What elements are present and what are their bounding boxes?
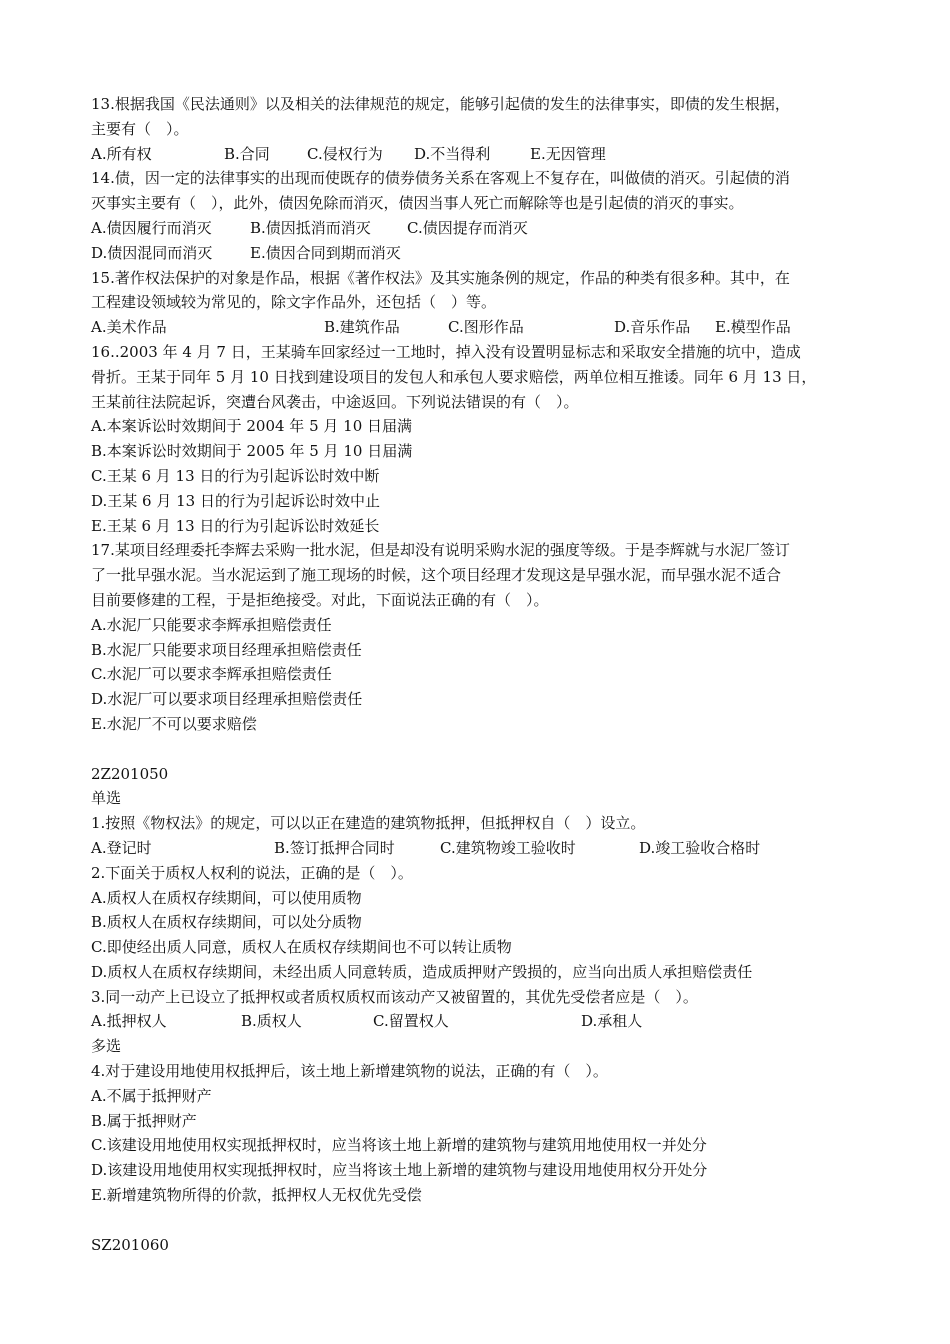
option-b: B.质权人 xyxy=(241,1012,302,1031)
question-16-text-line3: 王某前往法院起诉，突遭台风袭击，中途返回。下列说法错误的有（ ）。 xyxy=(91,392,579,411)
option-c: C.即使经出质人同意，质权人在质权存续期间也不可以转让质物 xyxy=(91,938,512,957)
spacer xyxy=(91,737,861,762)
option-a: A.所有权 xyxy=(91,144,152,163)
option-e: E.水泥厂不可以要求赔偿 xyxy=(91,714,257,733)
section2-question-1-options xyxy=(91,836,861,861)
option-a: A.登记时 xyxy=(91,838,152,857)
option-a: A.本案诉讼时效期间于 2004 年 5 月 10 日届满 xyxy=(91,417,413,436)
option-a: A.债因履行而消灭 xyxy=(91,218,212,237)
option-e: E.债因合同到期而消灭 xyxy=(250,243,401,262)
option-a: A.美术作品 xyxy=(91,318,167,337)
option-d: D.王某 6 月 13 日的行为引起诉讼时效中止 xyxy=(91,491,380,510)
option-e: E.新增建筑物所得的价款，抵押权人无权优先受偿 xyxy=(91,1186,422,1205)
option-d: D.债因混同而消灭 xyxy=(91,243,213,262)
option-a: A.质权人在质权存续期间，可以使用质物 xyxy=(91,888,362,907)
option-e: E.无因管理 xyxy=(530,144,606,163)
question-14-text-line1: 14.债，因一定的法律事实的出现而使既存的债券债务关系在客观上不复存在，叫做债的消灭。引起债的消 xyxy=(91,169,790,188)
option-a: A.不属于抵押财产 xyxy=(91,1086,212,1105)
section2-question-4-text: 4.对于建设用地使用权抵押后，该土地上新增建筑物的说法，正确的有（ ）。 xyxy=(91,1062,608,1081)
question-16-text-line2: 骨折。王某于同年 5 月 10 日找到建设项目的发包人和承包人要求赔偿，两单位相互推诿。同年 6 月 13 日， xyxy=(91,367,817,386)
option-d: D.水泥厂可以要求项目经理承担赔偿责任 xyxy=(91,690,363,709)
question-17-text-line2: 了一批早强水泥。当水泥运到了施工现场的时候，这个项目经理才发现这是早强水泥，而早强水泥不适合 xyxy=(91,566,782,585)
question-13-options xyxy=(91,142,861,167)
option-a: A.抵押权人 xyxy=(91,1012,167,1031)
question-15-text-line2: 工程建设领域较为常见的，除文字作品外，还包括（ ）等。 xyxy=(91,293,497,312)
document-content xyxy=(91,92,861,1257)
option-b: B.合同 xyxy=(224,144,270,163)
section-code: 2Z201050 xyxy=(91,764,169,783)
question-17-text-line1: 17.某项目经理委托李辉去采购一批水泥，但是却没有说明采购水泥的强度等级。于是李辉就与水泥厂签订 xyxy=(91,541,790,560)
option-a: A.水泥厂只能要求李辉承担赔偿责任 xyxy=(91,615,332,634)
single-choice-label: 单选 xyxy=(91,789,122,808)
option-d: D.竣工验收合格时 xyxy=(639,838,761,857)
question-15-text-line1: 15.著作权法保护的对象是作品，根据《著作权法》及其实施条例的规定，作品的种类有很多种。其中，在 xyxy=(91,268,790,287)
section2-question-2-text: 2.下面关于质权人权利的说法，正确的是（ ）。 xyxy=(91,863,413,882)
option-b: B.属于抵押财产 xyxy=(91,1111,197,1130)
option-c: C.留置权人 xyxy=(373,1012,449,1031)
option-c: C.建筑物竣工验收时 xyxy=(440,838,576,857)
question-15-options xyxy=(91,315,861,340)
question-14-options-row2 xyxy=(91,241,861,266)
option-c: C.图形作品 xyxy=(448,318,524,337)
option-c: C.债因提存而消灭 xyxy=(407,218,528,237)
question-17-text-line3: 目前要修建的工程，于是拒绝接受。对此，下面说法正确的有（ ）。 xyxy=(91,590,549,609)
question-13-text-line2: 主要有（ ）。 xyxy=(91,119,189,138)
option-c: C.侵权行为 xyxy=(307,144,383,163)
option-c: C.水泥厂可以要求李辉承担赔偿责任 xyxy=(91,665,332,684)
option-b: B.建筑作品 xyxy=(324,318,400,337)
option-e: E.模型作品 xyxy=(715,318,791,337)
question-13-text-line1: 13.根据我国《民法通则》以及相关的法律规范的规定，能够引起债的发生的法律事实，即债的发生根据， xyxy=(91,95,790,113)
option-b: B.质权人在质权存续期间，可以处分质物 xyxy=(91,913,362,932)
multiple-choice-label: 多选 xyxy=(91,1037,122,1056)
option-b: B.水泥厂只能要求项目经理承担赔偿责任 xyxy=(91,640,362,659)
option-b: B.本案诉讼时效期间于 2005 年 5 月 10 日届满 xyxy=(91,442,413,461)
option-c: C.王某 6 月 13 日的行为引起诉讼时效中断 xyxy=(91,466,380,485)
question-16-text-line1: 16..2003 年 4 月 7 日，王某骑车回家经过一工地时，掉入没有设置明显标志和采取安全措施的坑中，造成 xyxy=(91,342,801,361)
question-14-options-row1 xyxy=(91,216,861,241)
option-d: D.承租人 xyxy=(581,1012,643,1031)
section2-question-3-text: 3.同一动产上已设立了抵押权或者质权质权而该动产又被留置的，其优先受偿者应是（ ）。 xyxy=(91,987,698,1006)
spacer xyxy=(91,1208,861,1233)
section-code: SZ201060 xyxy=(91,1235,169,1254)
option-d: D.音乐作品 xyxy=(614,318,691,337)
section2-question-1-text: 1.按照《物权法》的规定，可以以正在建造的建筑物抵押，但抵押权自（ ）设立。 xyxy=(91,814,646,833)
option-b: B.签订抵押合同时 xyxy=(274,838,395,857)
option-e: E.王某 6 月 13 日的行为引起诉讼时效延长 xyxy=(91,516,380,535)
option-d: D.该建设用地使用权实现抵押权时，应当将该土地上新增的建筑物与建设用地使用权分开处分 xyxy=(91,1161,708,1180)
option-d: D.质权人在质权存续期间，未经出质人同意转质，造成质押财产毁损的，应当向出质人承担赔偿责任 xyxy=(91,962,753,981)
section2-question-3-options xyxy=(91,1009,861,1034)
option-d: D.不当得利 xyxy=(414,144,491,163)
option-c: C.该建设用地使用权实现抵押权时，应当将该土地上新增的建筑物与建筑用地使用权一并处分 xyxy=(91,1136,707,1155)
question-14-text-line2: 灭事实主要有（ ），此外，债因免除而消灭，债因当事人死亡而解除等也是引起债的消灭的事实。 xyxy=(91,194,744,213)
option-b: B.债因抵消而消灭 xyxy=(250,218,371,237)
